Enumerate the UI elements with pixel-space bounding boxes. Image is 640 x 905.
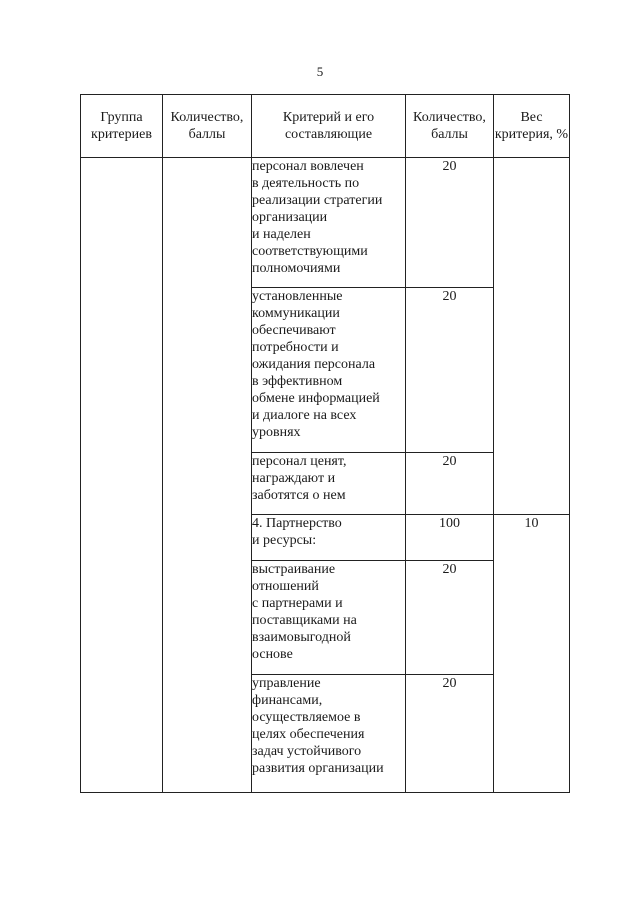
criteria-table	[80, 94, 570, 793]
header-criterion-points: Количество, баллы	[406, 95, 494, 158]
table-row	[81, 158, 570, 288]
criterion-points-cell: 20	[406, 453, 494, 515]
header-criterion: Критерий и его составляющие	[252, 95, 406, 158]
weight-cell-empty	[494, 158, 570, 515]
group-cell	[81, 158, 163, 793]
criterion-cell: управление финансами, осуществляемое в целях обеспечения задач устойчивого развития организации	[252, 675, 406, 793]
criterion-cell: выстраивание отношений с партнерами и поставщиками на взаимовыгодной основе	[252, 561, 406, 675]
header-group-points: Количество, баллы	[163, 95, 252, 158]
header-group: Группа критериев	[81, 95, 163, 158]
criterion-points-cell: 100	[406, 515, 494, 561]
criterion-points-cell: 20	[406, 288, 494, 453]
criterion-points-cell: 20	[406, 158, 494, 288]
criterion-cell: установленные коммуникации обеспечивают потребности и ожидания персонала в эффективном обмене информацией и диалоге на всех уровнях	[252, 288, 406, 453]
page-number: 5	[316, 64, 324, 79]
criterion-points-cell: 20	[406, 561, 494, 675]
table-header-row	[81, 95, 570, 158]
criterion-cell: 4. Партнерство и ресурсы:	[252, 515, 406, 561]
criterion-points-cell: 20	[406, 675, 494, 793]
group-points-cell	[163, 158, 252, 793]
header-weight: Вес критерия, %	[494, 95, 570, 158]
criterion-cell: персонал вовлечен в деятельность по реализации стратегии организации и наделен соответствующими полномочиями	[252, 158, 406, 288]
weight-cell: 10	[494, 515, 570, 793]
criterion-cell: персонал ценят, награждают и заботятся о нем	[252, 453, 406, 515]
